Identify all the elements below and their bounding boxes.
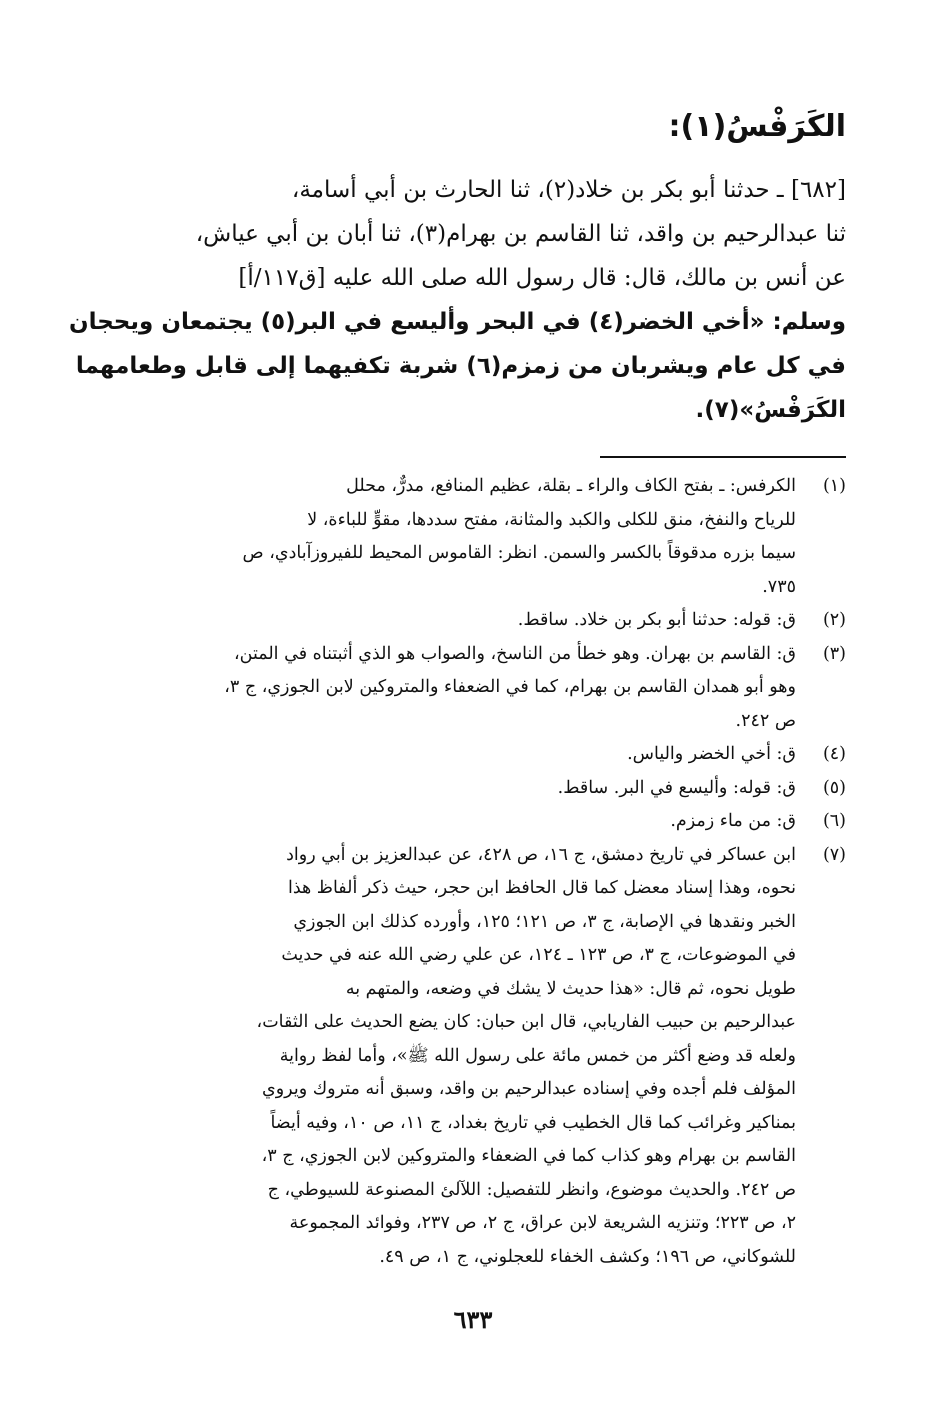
hadith-text: [68, 168, 846, 432]
footnote-number: (٥): [822, 777, 846, 798]
footnotes: [100, 470, 846, 1274]
footnote-line: الخبر ونقدها في الإصابة، ج ٣، ص ١٢١؛ ١٢٥، وأورده كذلك ابن الجوزي: [293, 911, 796, 932]
footnote-item: [100, 604, 846, 638]
footnote-number: (٧): [822, 844, 846, 865]
footnote-line: ق: قوله: حدثنا أبو بكر بن خلاد. ساقط.: [517, 610, 796, 630]
footnote-item: [100, 772, 846, 806]
body-line: وسلم: «أخي الخضر(٤) في البحر وأليسع في البر(٥) يجتمعان ويحجان: [68, 309, 846, 335]
footnote-item: [100, 805, 846, 839]
footnote-text: [100, 638, 796, 739]
footnote-line: القاسم بن بهرام وهو كذاب كما في الضعفاء والمتروكين لابن الجوزي، ج ٣،: [261, 1146, 796, 1166]
footnote-item: [100, 638, 846, 739]
footnote-line: الكرفس: ـ بفتح الكاف والراء ـ بقلة، عظيم المنافع، مدرٌّ، محلل: [346, 476, 796, 496]
footnote-line: نحوه، وهذا إسناد معضل كما قال الحافظ ابن حجر، حيث ذكر ألفاظ هذا: [287, 878, 796, 898]
footnote-line: المؤلف فلم أجده وفي إسناده عبدالرحيم بن واقد، وسبق أنه متروك ويروي: [262, 1079, 796, 1099]
footnote-line: ص ٢٤٢. والحديث موضوع، وانظر للتفصيل: اللآلئ المصنوعة للسيوطي، ج: [267, 1179, 796, 1200]
footnote-line: ولعله قد وضع أكثر من خمس مائة على رسول الله ﷺ»، وأما لفظ رواية: [279, 1045, 796, 1066]
footnote-item: [100, 470, 846, 604]
footnote-number: (٢): [822, 610, 846, 630]
footnote-number: (٤): [822, 744, 846, 764]
footnote-text: [100, 839, 796, 1275]
footnote-line: عبدالرحيم بن حبيب الفاريابي، قال ابن حبان: كان يضع الحديث على الثقات،: [256, 1012, 796, 1032]
footnote-line: في الموضوعات، ج ٣، ص ١٢٣ ـ ١٢٤، عن علي رضي الله عنه في حديث: [281, 945, 796, 965]
footnote-text: [100, 738, 796, 772]
footnote-line: ق: أخي الخضر والياس.: [627, 744, 796, 764]
footnote-line: ٢، ص ٢٢٣؛ وتنزيه الشريعة لابن عراق، ج ٢، ص ٢٣٧، وفوائد المجموعة: [289, 1213, 796, 1233]
footnote-item: [100, 738, 846, 772]
footnote-line: ق: قوله: وأليسع في البر. ساقط.: [557, 777, 796, 798]
footnote-line: وهو أبو همدان القاسم بن بهرام، كما في الضعفاء والمتروكين لابن الجوزي، ج ٣،: [224, 677, 796, 697]
footnote-text: [100, 772, 796, 806]
page-number: ٦٣٣: [453, 1305, 493, 1334]
footnote-line: للشوكاني، ص ١٩٦؛ وكشف الخفاء للعجلوني، ج ١، ص ٤٩.: [379, 1246, 796, 1267]
footnote-number: (٣): [822, 643, 846, 664]
body-line: [٦٨٢] ـ حدثنا أبو بكر بن خلاد(٢)، ثنا الحارث بن أبي أسامة،: [291, 177, 846, 203]
footnote-line: طويل نحوه، ثم قال: «هذا حديث لا يشك في وضعه، والمتهم به: [345, 978, 796, 999]
footnote-line: ق: من ماء زمزم.: [670, 811, 796, 831]
body-line: عن أنس بن مالك، قال: قال رسول الله صلى الله عليه [ق١١٧/أ]: [238, 265, 846, 291]
footnote-text: [100, 805, 796, 839]
body-line: الكَرَفْسُ»(٧).: [695, 397, 846, 423]
footnote-line: سيما بزره مدقوقاً بالكسر والسمن. انظر: القاموس المحيط للفيروزآبادي، ص: [242, 543, 796, 563]
footnote-line: ابن عساكر في تاريخ دمشق، ج ١٦، ص ٤٢٨، عن عبدالعزيز بن أبي رواد: [286, 844, 796, 865]
footnote-item: [100, 839, 846, 1275]
body-line: في كل عام ويشربان من زمزم(٦) شربة تكفيهما إلى قابل وطعامهما: [75, 353, 846, 379]
footnote-line: للرياح والنفخ، منق للكلى والكبد والمثانة، مفتح سددها، مقوٍّ للباءة، لا: [307, 509, 796, 530]
footnote-separator: [600, 456, 846, 458]
section-heading: الكَرَفْسُ(١):: [668, 109, 846, 144]
footnote-line: ٧٣٥.: [762, 576, 796, 597]
footnote-line: ص ٢٤٢.: [735, 710, 796, 731]
footnote-line: بمناكير وغرائب كما قال الخطيب في تاريخ بغداد، ج ١١، ص ١٠، وفيه أيضاً: [270, 1112, 796, 1133]
footnote-text: [100, 604, 796, 638]
footnote-text: [100, 470, 796, 604]
footnote-number: (٦): [822, 811, 846, 831]
body-line: ثنا عبدالرحيم بن واقد، ثنا القاسم بن بهرام(٣)، ثنا أبان بن أبي عياش،: [195, 221, 846, 247]
footnote-line: ق: القاسم بن بهران. وهو خطأ من الناسخ، والصواب هو الذي أثبتناه في المتن،: [233, 643, 796, 664]
footnote-number: (١): [822, 476, 846, 496]
